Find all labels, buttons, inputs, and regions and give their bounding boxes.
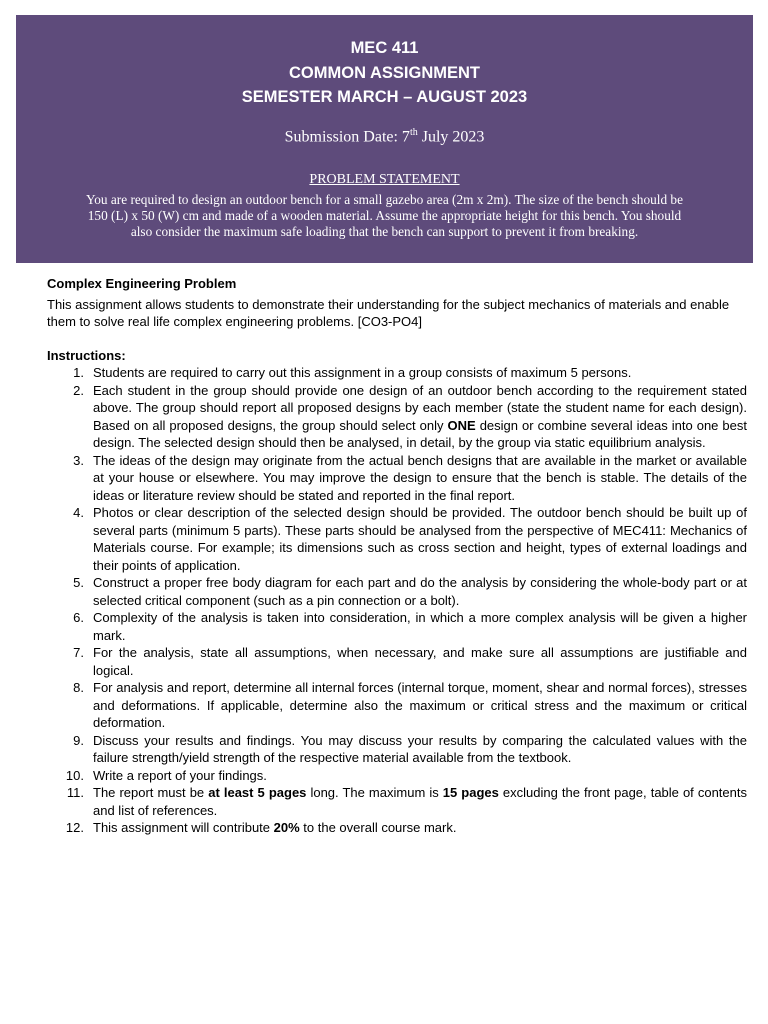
instruction-text-part: For the analysis, state all assumptions, when necessary, and make sure all assumptions are justifiable and logical.	[93, 645, 747, 678]
instruction-text	[93, 610, 747, 643]
instruction-text	[93, 733, 747, 766]
instruction-text	[93, 453, 747, 503]
problem-statement-text: You are required to design an outdoor bench for a small gazebo area (2m x 2m). The size of the bench should be 150 (L) x 50 (W) cm and made of a wooden material. Assume the appropriate height for this bench. You should also consider the maximum safe loading that the bench can support to prevent it from breaking.	[86, 192, 683, 239]
instruction-item	[47, 819, 747, 837]
header-banner	[16, 15, 753, 263]
instruction-text	[93, 768, 267, 783]
instruction-text	[93, 645, 747, 678]
instruction-item	[47, 767, 747, 785]
instruction-item	[47, 452, 747, 505]
problem-statement-label: PROBLEM STATEMENT	[309, 172, 460, 187]
submission-date-suffix: July 2023	[417, 128, 485, 146]
instruction-item	[47, 504, 747, 574]
instruction-number: 4.	[73, 505, 84, 520]
main-content	[47, 275, 747, 837]
instruction-item	[47, 679, 747, 732]
instruction-text-part: For analysis and report, determine all internal forces (internal torque, moment, shear and normal forces), stresses and deformations. If applicable, determine also the maximum or critical stress and the maximum or critical deformation.	[93, 680, 747, 730]
instruction-item	[47, 364, 747, 382]
cep-text: This assignment allows students to demonstrate their understanding for the subject mechanics of materials and enable them to solve real life complex engineering problems. [CO3-PO4]	[47, 296, 730, 329]
assignment-title: COMMON ASSIGNMENT	[289, 63, 480, 82]
instruction-emphasis: ONE	[447, 417, 476, 433]
instruction-number: 8.	[73, 680, 84, 695]
instruction-number: 6.	[73, 610, 84, 625]
instruction-text-part: excluding the front page, table of contents and list of references.	[93, 785, 747, 818]
instruction-text-part: Write a report of your findings.	[93, 767, 267, 783]
instruction-number: 3.	[73, 452, 84, 468]
instruction-text-part: This assignment will contribute	[93, 820, 274, 835]
instruction-text-part: Each student in the group should provide one design of an outdoor bench according to the requirement stated above. The group should report all proposed designs by each member (state the student name for each design). Based on all proposed designs, the group should select only	[93, 382, 747, 433]
instruction-number: 2.	[73, 382, 84, 398]
instruction-text	[93, 575, 747, 608]
instruction-text-part: Complexity of the analysis is taken into consideration, in which a more complex analysis will be given a higher mark.	[93, 610, 747, 643]
instruction-text	[93, 785, 747, 818]
instruction-emphasis: at least 5 pages	[208, 785, 307, 800]
submission-date-prefix: Submission Date: 7	[284, 128, 410, 146]
instruction-text	[93, 820, 456, 835]
instruction-number: 12.	[65, 820, 84, 835]
instruction-text-part: to the overall course mark.	[299, 820, 457, 835]
instruction-emphasis: 15 pages	[442, 785, 499, 800]
instruction-text-part: The report must be	[93, 785, 209, 800]
instruction-item	[47, 382, 747, 452]
instruction-text-part: Students are required to carry out this assignment in a group consists of maximum 5 persons.	[93, 365, 632, 380]
instruction-text	[93, 505, 747, 573]
instruction-text-part: design or combine several ideas into one best design. The selected design should then be analysed, in detail, by the group via static equilibrium analysis.	[93, 417, 747, 450]
instruction-text-part: Photos or clear description of the selected design should be provided. The outdoor bench should be built up of several parts (minimum 5 parts). These parts should be analysed from the perspective of MEC411: Mechanics of Materials course. For example; its dimensions such as cross section and height, types of external loadings and their points of application.	[93, 505, 747, 573]
instruction-text	[93, 383, 747, 451]
instruction-text	[93, 365, 631, 380]
instruction-item	[47, 732, 747, 767]
instruction-text-part: Discuss your results and findings. You may discuss your results by comparing the calculated values with the failure strength/yield strength of the respective material available from the textbook.	[93, 732, 747, 765]
instruction-number: 5.	[73, 575, 84, 590]
semester-title: SEMESTER MARCH – AUGUST 2023	[241, 88, 528, 106]
cep-title: Complex Engineering Problem	[47, 276, 237, 291]
instruction-number: 1.	[73, 365, 84, 380]
instruction-emphasis: 20%	[273, 820, 300, 835]
instruction-text-part: Construct a proper free body diagram for each part and do the analysis by considering the whole-body part or at selected critical component (such as a pin connection or a bolt).	[93, 575, 747, 608]
instructions-list	[47, 364, 747, 837]
course-code: MEC 411	[350, 39, 419, 57]
instruction-text	[93, 680, 747, 730]
submission-date-sup: th	[409, 127, 418, 138]
instructions-title: Instructions:	[47, 347, 126, 363]
instruction-item	[47, 644, 747, 679]
instruction-text-part: long. The maximum is	[306, 785, 443, 800]
instruction-text-part: The ideas of the design may originate from the actual bench designs that are available in the market or available at your house or elsewhere. You may improve the design to ensure that the bench is stable. The details of the ideas or literature review should be stated and reported in the final report.	[93, 452, 747, 503]
instruction-item	[47, 784, 747, 819]
instruction-item	[47, 574, 747, 609]
submission-date	[16, 127, 753, 146]
instruction-number: 10.	[65, 767, 84, 783]
instruction-number: 7.	[73, 645, 84, 660]
instruction-number: 9.	[73, 732, 84, 748]
instruction-item	[47, 609, 747, 644]
instruction-number: 11.	[66, 785, 84, 800]
